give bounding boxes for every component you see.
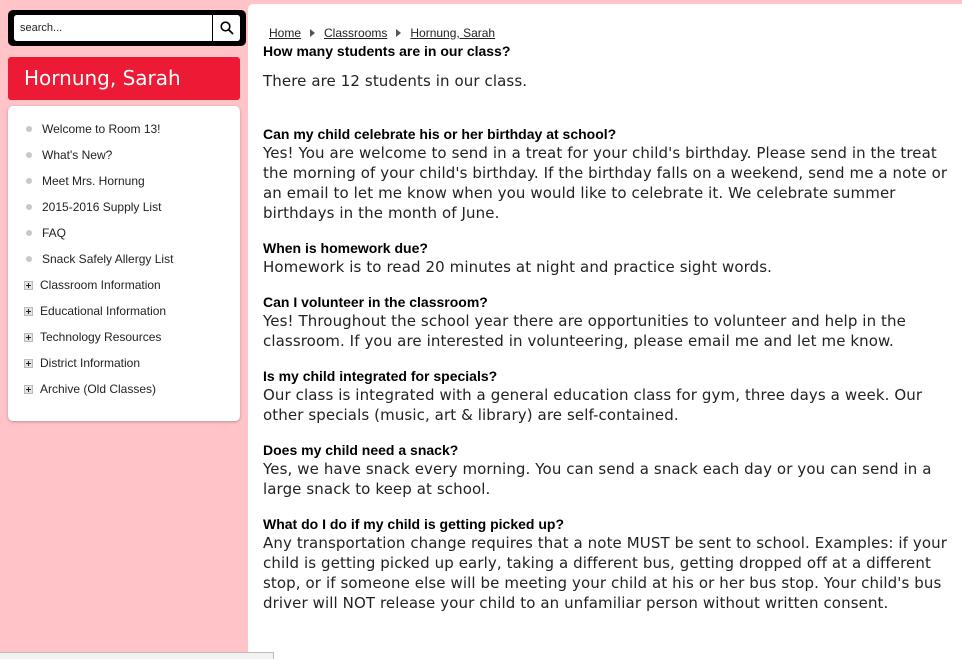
sidebar-item-label: 2015-2016 Supply List [42, 200, 162, 214]
faq-question: What do I do if my child is getting picked up? [263, 516, 564, 532]
plus-icon[interactable] [24, 281, 33, 290]
faq-item [263, 125, 962, 223]
faq-answer: Any transportation change requires that a note MUST be sent to school. Examples: if your child is getting picked up early, taking a different bus, getting dropped off at a different stop, or if someone else will be meeting your child at his or her bus stop. Your child's bus driver will NOT release your child to an unfamiliar person without written consent. [263, 534, 948, 612]
search-field-wrapper [14, 15, 240, 41]
breadcrumb [263, 4, 962, 40]
faq-item [263, 515, 962, 613]
sidebar-item-label: FAQ [42, 226, 67, 240]
sidebar-nav-list [22, 116, 240, 402]
plus-icon[interactable] [24, 359, 33, 368]
sidebar-item-district-information[interactable] [22, 350, 240, 376]
faq-answer: Yes! Throughout the school year there are opportunities to volunteer and help in the classroom. If you are interested in volunteering, please email me and let me know. [263, 312, 906, 350]
search-bar [8, 10, 246, 46]
faq-answer: Yes! You are welcome to send in a treat for your child's birthday. Please send in the treat the morning of your child's birthday. If the birthday falls on a weekend, send me a note or an email to let me know when you would like to celebrate it. We celebrate summer birthdays in the month of June. [263, 144, 948, 222]
sidebar-item-label: District Information [40, 356, 141, 370]
search-button[interactable] [212, 15, 240, 41]
sidebar-item-classroom-information[interactable] [22, 272, 240, 298]
faq-item [263, 293, 962, 351]
sidebar-item-label: Archive (Old Classes) [40, 382, 157, 396]
faq-item [263, 42, 962, 91]
plus-icon[interactable] [24, 307, 33, 316]
page-owner-title: Hornung, Sarah [8, 57, 240, 100]
sidebar-item-snack-safely-allergy-list[interactable] [22, 246, 240, 272]
main-content [248, 4, 962, 659]
sidebar-item-label: Snack Safely Allergy List [42, 252, 174, 266]
faq-question: Can I volunteer in the classroom? [263, 294, 488, 310]
bullet-icon [26, 178, 32, 184]
sidebar-item-welcome-to-room-13[interactable] [22, 116, 240, 142]
faq-answer: There are 12 students in our class. [263, 72, 528, 90]
sidebar-item-2015-2016-supply-list[interactable] [22, 194, 240, 220]
faq-question: Does my child need a snack? [263, 442, 459, 458]
breadcrumb-home[interactable]: Home [269, 26, 302, 40]
sidebar-nav [8, 106, 240, 421]
bullet-icon [26, 230, 32, 236]
breadcrumb-current-page[interactable]: Hornung, Sarah [410, 26, 496, 40]
sidebar-item-label: Meet Mrs. Hornung [42, 174, 145, 188]
plus-icon[interactable] [24, 333, 33, 342]
breadcrumb-classrooms[interactable]: Classrooms [324, 26, 388, 40]
search-icon [220, 21, 234, 35]
bullet-icon [26, 152, 32, 158]
sidebar-item-technology-resources[interactable] [22, 324, 240, 350]
faq-item [263, 367, 962, 425]
faq-item [263, 441, 962, 499]
faq-question: Is my child integrated for specials? [263, 368, 498, 384]
bullet-icon [26, 256, 32, 262]
sidebar-item-label: Educational Information [40, 304, 167, 318]
faq-answer: Yes, we have snack every morning. You can send a snack each day or you can send in a large snack to keep at school. [263, 460, 932, 498]
breadcrumb-arrow-icon [396, 29, 401, 37]
plus-icon[interactable] [24, 385, 33, 394]
faq-item [263, 239, 962, 277]
sidebar-item-label: Classroom Information [40, 278, 161, 292]
sidebar-item-archive-old-classes[interactable] [22, 376, 240, 402]
sidebar-item-label: Welcome to Room 13! [42, 122, 161, 136]
faq-list [263, 42, 962, 613]
status-bar [0, 652, 274, 659]
sidebar-item-what-s-new[interactable] [22, 142, 240, 168]
breadcrumb-arrow-icon [310, 29, 315, 37]
faq-question: When is homework due? [263, 240, 428, 256]
sidebar-item-label: What's New? [42, 148, 113, 162]
search-input[interactable] [14, 15, 212, 41]
faq-answer: Our class is integrated with a general education class for gym, three days a week. Our other specials (music, art & library) are self-contained. [263, 386, 923, 424]
bullet-icon [26, 126, 32, 132]
faq-answer: Homework is to read 20 minutes at night and practice sight words. [263, 258, 773, 276]
faq-question: Can my child celebrate his or her birthday at school? [263, 126, 617, 142]
sidebar-item-label: Technology Resources [40, 330, 162, 344]
sidebar-item-faq[interactable] [22, 220, 240, 246]
bullet-icon [26, 204, 32, 210]
sidebar-item-meet-mrs-hornung[interactable] [22, 168, 240, 194]
faq-question: How many students are in our class? [263, 43, 511, 59]
sidebar-item-educational-information[interactable] [22, 298, 240, 324]
